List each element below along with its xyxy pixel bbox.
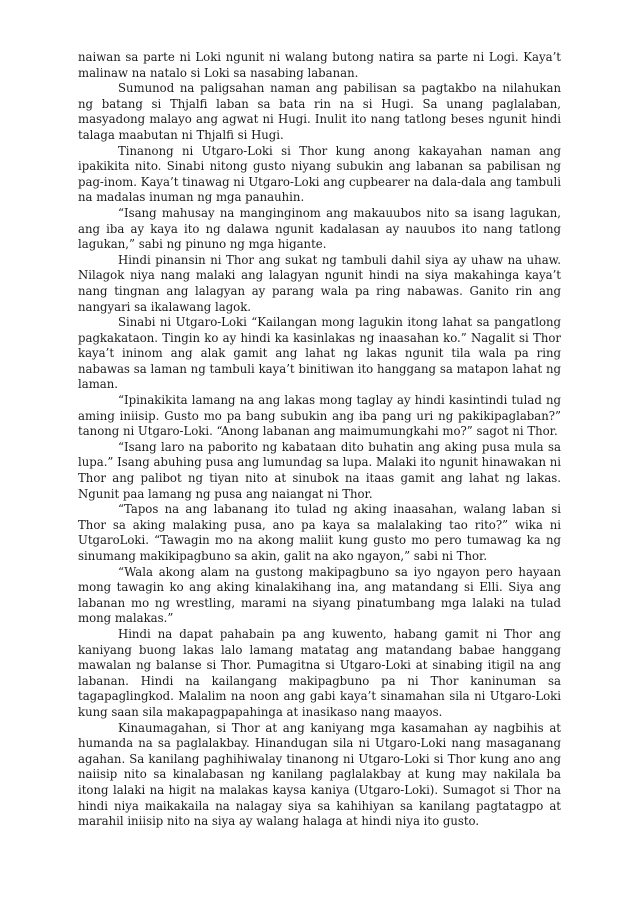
paragraph-10: “Wala akong alam na gustong makipagbuno sa iyo ngayon pero hayaan mong tawagin ko ang aking kinalakihang ina, ang matandang si Elli. Siya ang labanan mo ng wrestling, marami na siyang pinatumbang mga lalaki na tulad mong malakas.”: [78, 564, 561, 626]
paragraph-5: Hindi pinansin ni Thor ang sukat ng tambuli dahil siya ay uhaw na uhaw. Nilagok niya nang malaki ang lalagyan ngunit hindi na siya makahinga kaya’t nang tingnan ang lalagyan ay parang wala pa ring nabawas. Ganito rin ang nangyari sa ikalawang lagok.: [78, 252, 561, 314]
paragraph-7: “Ipinakikita lamang na ang lakas mong taglay ay hindi kasintindi tulad ng aming iniisip. Gusto mo pa bang subukin ang iba pang uri ng pakikipaglaban?” tanong ni Utgaro-Loki. “Anong labanan ang maimumungkahi mo?” sagot ni Thor.: [78, 393, 561, 439]
paragraph-9: “Tapos na ang labanang ito tulad ng aking inaasahan, walang laban si Thor sa aking malaking pusa, ano pa kaya sa malalaking tao rito?” wika ni UtgaroLoki. “Tawagin mo na akong maliit kung gusto mo pero tumawag ka ng sinumang makikipagbuno sa akin, galit na ako ngayon,” sabi ni Thor.: [78, 502, 561, 563]
paragraph-3: Tinanong ni Utgaro-Loki si Thor kung anong kakayahan naman ang ipakikita nito. Sinabi nitong gusto niyang subukin ang labanan sa pabilisan ng pag-inom. Kaya’t tinawag ni Utgaro-Loki ang cupbearer na dala-dala ang tambuli na madalas inuman ng mga panauhin.: [78, 143, 561, 205]
paragraph-6: Sinabi ni Utgaro-Loki “Kailangan mong lagukin itong lahat sa pangatlong pagkakataon. Tingin ko ay hindi ka kasinlakas ng inaasahan ko.” Nagalit si Thor kaya’t ininom ang alak gamit ang lahat ng lakas ngunit tila wala pa ring nabawas sa laman ng tambuli kaya’t binitiwan ito hanggang sa matapon lahat ng laman.: [78, 315, 561, 392]
paragraph-8: “Isang laro na paborito ng kabataan dito buhatin ang aking pusa mula sa lupa.” Isang abuhing pusa ang lumundag sa lupa. Malaki ito ngunit hinawakan ni Thor ang palibot ng tiyan nito at sinubok na itaas gamit ang lahat ng lakas. Ngunit paa lamang ng pusa ang naiangat ni Thor.: [78, 439, 561, 501]
paragraph-12: Kinaumagahan, si Thor at ang kaniyang mga kasamahan ay nagbihis at humanda na sa paglalakbay. Hinandugan sila ni Utgaro-Loki nang masaganang agahan. Sa kanilang paghihiwalay tinanong ni Utgaro-Loki si Thor kung ano ang naiisip nito sa kinalabasan ng kanilang paglalakbay at kung may nakilala ba itong lalaki na higit na malakas kaysa kaniya (Utgaro-Loki). Sumagot si Thor na hindi niya maikakaila na nalagay siya sa kahihiyan sa kanilang pagtatagpo at marahil iniisip nito na siya ay walang halaga at hindi niya ito gusto.: [78, 720, 561, 829]
document-page: [78, 50, 561, 830]
paragraph-11: Hindi na dapat pahabain pa ang kuwento, habang gamit ni Thor ang kaniyang buong lakas lalo lamang matatag ang matandang babae hanggang mawalan ng balanse si Thor. Pumagitna si Utgaro-Loki at sinabing itigil na ang labanan. Hindi na kailangang makipagbuno pa ni Thor kaninuman sa tagapaglingkod. Malalim na noon ang gabi kaya’t sinamahan sila ni Utgaro-Loki kung saan sila makapagpapahinga at inasikaso nang maayos.: [78, 626, 561, 719]
paragraph-4: “Isang mahusay na manginginom ang makauubos nito sa isang lagukan, ang iba ay kaya ito ng dalawa ngunit kadalasan ay nauubos ito nang tatlong lagukan,” sabi ng pinuno ng mga higante.: [78, 205, 561, 252]
paragraph-1: naiwan sa parte ni Loki ngunit ni walang butong natira sa parte ni Logi. Kaya’t malinaw na natalo si Loki sa nasabing labanan.: [78, 50, 561, 80]
paragraph-2: Sumunod na paligsahan naman ang pabilisan sa pagtakbo na nilahukan ng batang si Thjalfi laban sa bata rin na si Hugi. Sa unang paglalaban, masyadong malayo ang agwat ni Hugi. Inulit ito nang tatlong beses ngunit hindi talaga maabutan ni Thjalfi si Hugi.: [78, 81, 561, 142]
